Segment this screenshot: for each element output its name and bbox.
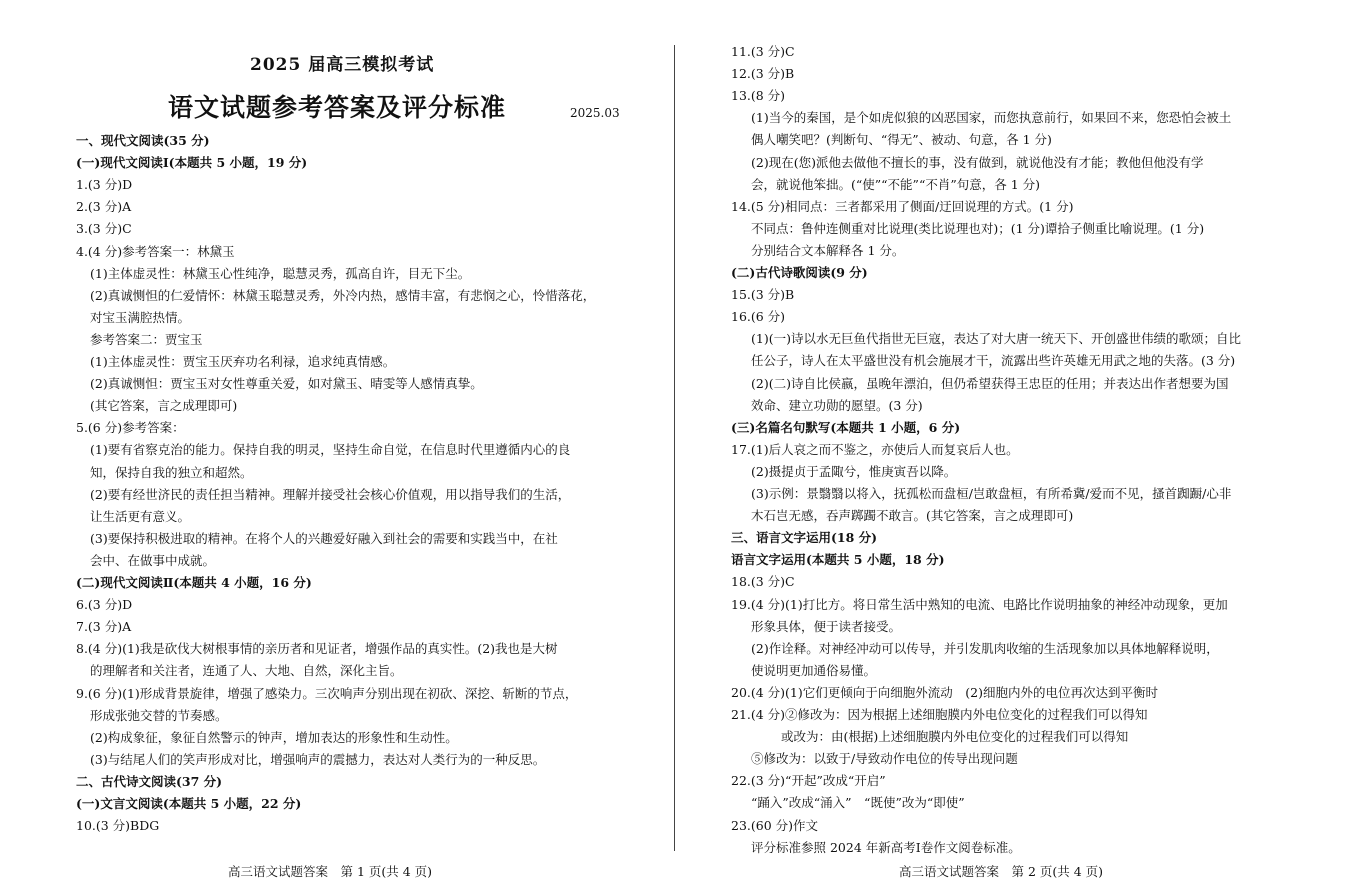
answer-line: 8.(4 分)(1)我是砍伐大树根事情的亲历者和见证者，增强作品的真实性。(2)我也是大树 (76, 641, 558, 657)
answer-line: 或改为：由(根据)上述细胞膜内外电位变化的过程我们可以得知 (781, 729, 1129, 745)
answer-line: 参考答案二：贾宝玉 (90, 331, 203, 347)
answer-line: 1.(3 分)D (76, 177, 133, 193)
answer-line: 任公子，诗人在太平盛世没有机会施展才干，流露出些许英雄无用武之地的失落。(3 分) (751, 353, 1236, 369)
exam-date: 2025.03 (570, 106, 620, 120)
answer-line: (1)(一)诗以水无巨鱼代指世无巨寇，表达了对大唐一统天下、开创盛世伟绩的歌颂；自比 (751, 331, 1241, 347)
answer-line: 不同点：鲁仲连侧重对比说理(类比说理也对)；(1 分)谭拾子侧重比喻说理。(1 分) (751, 220, 1205, 236)
answer-line: 22.(3 分)“开起”改成“开启” (731, 773, 886, 789)
answer-line: 17.(1)后人哀之而不鉴之，亦使后人而复哀后人也。 (731, 441, 1019, 457)
answer-line: 2.(3 分)A (76, 199, 132, 215)
answer-line: 4.(4 分)参考答案一：林黛玉 (76, 243, 235, 259)
answer-line: 让生活更有意义。 (90, 508, 191, 524)
answer-line: 知，保持自我的独立和超然。 (90, 464, 253, 480)
answer-line: 偶人嘲笑吧？(判断句、“得无”、被动、句意，各 1 分) (751, 132, 1052, 148)
answer-line: 效命、建立功勋的愿望。(3 分) (751, 397, 923, 413)
section-heading: 三、语言文字运用(18 分) (731, 530, 878, 546)
answer-line: (3)示例：景翳翳以将入，抚孤松而盘桓/岂敢盘桓，有所希冀/爱而不见，搔首踟蹰/心非 (751, 486, 1232, 501)
page-1-footer: 高三语文试题答案 第 1 页(共 4 页) (228, 864, 433, 879)
answer-line: (2)真诚恻怛：贾宝玉对女性尊重关爱，如对黛玉、晴雯等人感情真挚。 (90, 376, 483, 392)
answer-line: 16.(6 分) (731, 309, 786, 325)
answer-line: (2)构成象征，象征自然警示的钟声，增加表达的形象性和生动性。 (90, 729, 458, 745)
exam-title: 2025 届高三模拟考试 (250, 55, 435, 75)
answer-line: (2)(二)诗自比侯嬴，虽晚年漂泊，但仍希望获得王忠臣的任用；并表达出作者想要为国 (751, 375, 1229, 391)
answer-line: 的理解者和关注者，连通了人、大地、自然，深化主旨。 (90, 663, 403, 679)
answer-line: 12.(3 分)B (731, 66, 795, 82)
answer-line: 会，就说他笨拙。(“使”“不能”“不肖”句意，各 1 分) (751, 176, 1040, 192)
answer-line: 对宝玉满腔热情。 (90, 309, 191, 325)
section-heading: 语言文字运用(本题共 5 小题，18 分) (731, 552, 945, 568)
answer-line: 11.(3 分)C (731, 44, 795, 59)
section-heading: (一)现代文阅读Ⅰ(本题共 5 小题，19 分) (76, 155, 308, 171)
answer-line: 会中、在做事中成就。 (90, 552, 216, 568)
answer-line: 使说明更加通俗易懂。 (751, 662, 877, 678)
answer-line: 15.(3 分)B (731, 287, 795, 303)
answer-line: 7.(3 分)A (76, 619, 132, 635)
answer-line: (3)要保持积极进取的精神。在将个人的兴趣爱好融入到社会的需要和实践当中，在社 (90, 530, 558, 546)
answer-line: 21.(4 分)②修改为：因为根据上述细胞膜内外电位变化的过程我们可以得知 (731, 707, 1148, 722)
answer-line: 23.(60 分)作文 (731, 817, 819, 833)
answer-line: 20.(4 分)(1)它们更倾向于向细胞外流动 (2)细胞内外的电位再次达到平衡时 (731, 684, 1158, 700)
answer-line: “踊入”改成“涌入” “既使”改为“即使” (751, 795, 965, 811)
section-heading: (一)文言文阅读(本题共 5 小题，22 分) (76, 796, 302, 811)
answer-line: (1)当今的秦国，是个如虎似狼的凶恶国家，而您执意前行，如果回不来，您恐怕会被土 (751, 110, 1232, 126)
answer-line: 5.(6 分)参考答案： (76, 420, 185, 436)
section-heading: (三)名篇名句默写(本题共 1 小题，6 分) (731, 419, 961, 435)
answer-line: 14.(5 分)相同点：三者都采用了侧面/迂回说理的方式。(1 分) (731, 198, 1074, 214)
page-2-footer: 高三语文试题答案 第 2 页(共 4 页) (899, 864, 1104, 879)
section-heading: (二)现代文阅读Ⅱ(本题共 4 小题，16 分) (76, 575, 312, 590)
answer-line: 木石岂无感，吞声踯躅不敢言。(其它答案，言之成理即可) (751, 508, 1074, 524)
answer-line: (其它答案，言之成理即可) (90, 398, 238, 414)
answer-line: 19.(4 分)(1)打比方。将日常生活中熟知的电流、电路比作说明抽象的神经冲动现象，更加 (731, 596, 1228, 612)
section-heading: 一、现代文阅读(35 分) (76, 133, 210, 148)
answer-line: 3.(3 分)C (76, 221, 132, 237)
answer-line: (1)要有省察克治的能力。保持自我的明灵，坚持生命自觉，在信息时代里遵循内心的良 (90, 442, 571, 458)
answer-line: 评分标准参照 2024 年新高考Ⅰ卷作文阅卷标准。 (751, 839, 1021, 855)
answer-line: 6.(3 分)D (76, 597, 133, 613)
answer-line: (1)主体虚灵性：贾宝玉厌弃功名利禄，追求纯真情感。 (90, 354, 396, 369)
section-heading: (二)古代诗歌阅读(9 分) (731, 265, 868, 280)
answer-line: ⑤修改为：以致于/导致动作电位的传导出现问题 (751, 751, 1018, 767)
answer-line: (2)摄提贞于孟陬兮，惟庚寅吾以降。 (751, 463, 957, 479)
answer-line: (2)真诚恻怛的仁爱情怀：林黛玉聪慧灵秀，外冷内热，感情丰富，有悲悯之心，怜惜落花， (90, 287, 596, 303)
answer-line: 13.(8 分) (731, 88, 786, 104)
answer-line: 9.(6 分)(1)形成背景旋律，增强了感染力。三次响声分别出现在初砍、深挖、斩断的节点， (76, 685, 578, 701)
answer-line: 18.(3 分)C (731, 574, 795, 590)
answer-line: 10.(3 分)BDG (76, 818, 160, 834)
answer-line: (1)主体虚灵性：林黛玉心性纯净，聪慧灵秀，孤高自许，目无下尘。 (90, 265, 471, 281)
answer-line: (2)现在(您)派他去做他不擅长的事，没有做到，就说他没有才能；教他但他没有学 (751, 154, 1204, 170)
answer-line: 分别结合文本解释各 1 分。 (751, 242, 905, 258)
answer-line: (2)要有经世济民的责任担当精神。理解并接受社会核心价值观，用以指导我们的生活， (90, 486, 571, 502)
answer-line: (2)作诠释。对神经冲动可以传导，并引发肌肉收缩的生活现象加以具体地解释说明， (751, 640, 1219, 656)
section-heading: 二、古代诗文阅读(37 分) (76, 773, 223, 789)
answer-line: 形象具体，便于读者接受。 (751, 618, 902, 634)
document-title: 语文试题参考答案及评分标准 (168, 93, 507, 122)
answer-line: (3)与结尾人们的笑声形成对比，增强响声的震撼力，表达对人类行为的一种反思。 (90, 751, 546, 767)
answer-line: 形成张弛交替的节奏感。 (90, 707, 228, 723)
answer-page-2 (675, 0, 1350, 896)
